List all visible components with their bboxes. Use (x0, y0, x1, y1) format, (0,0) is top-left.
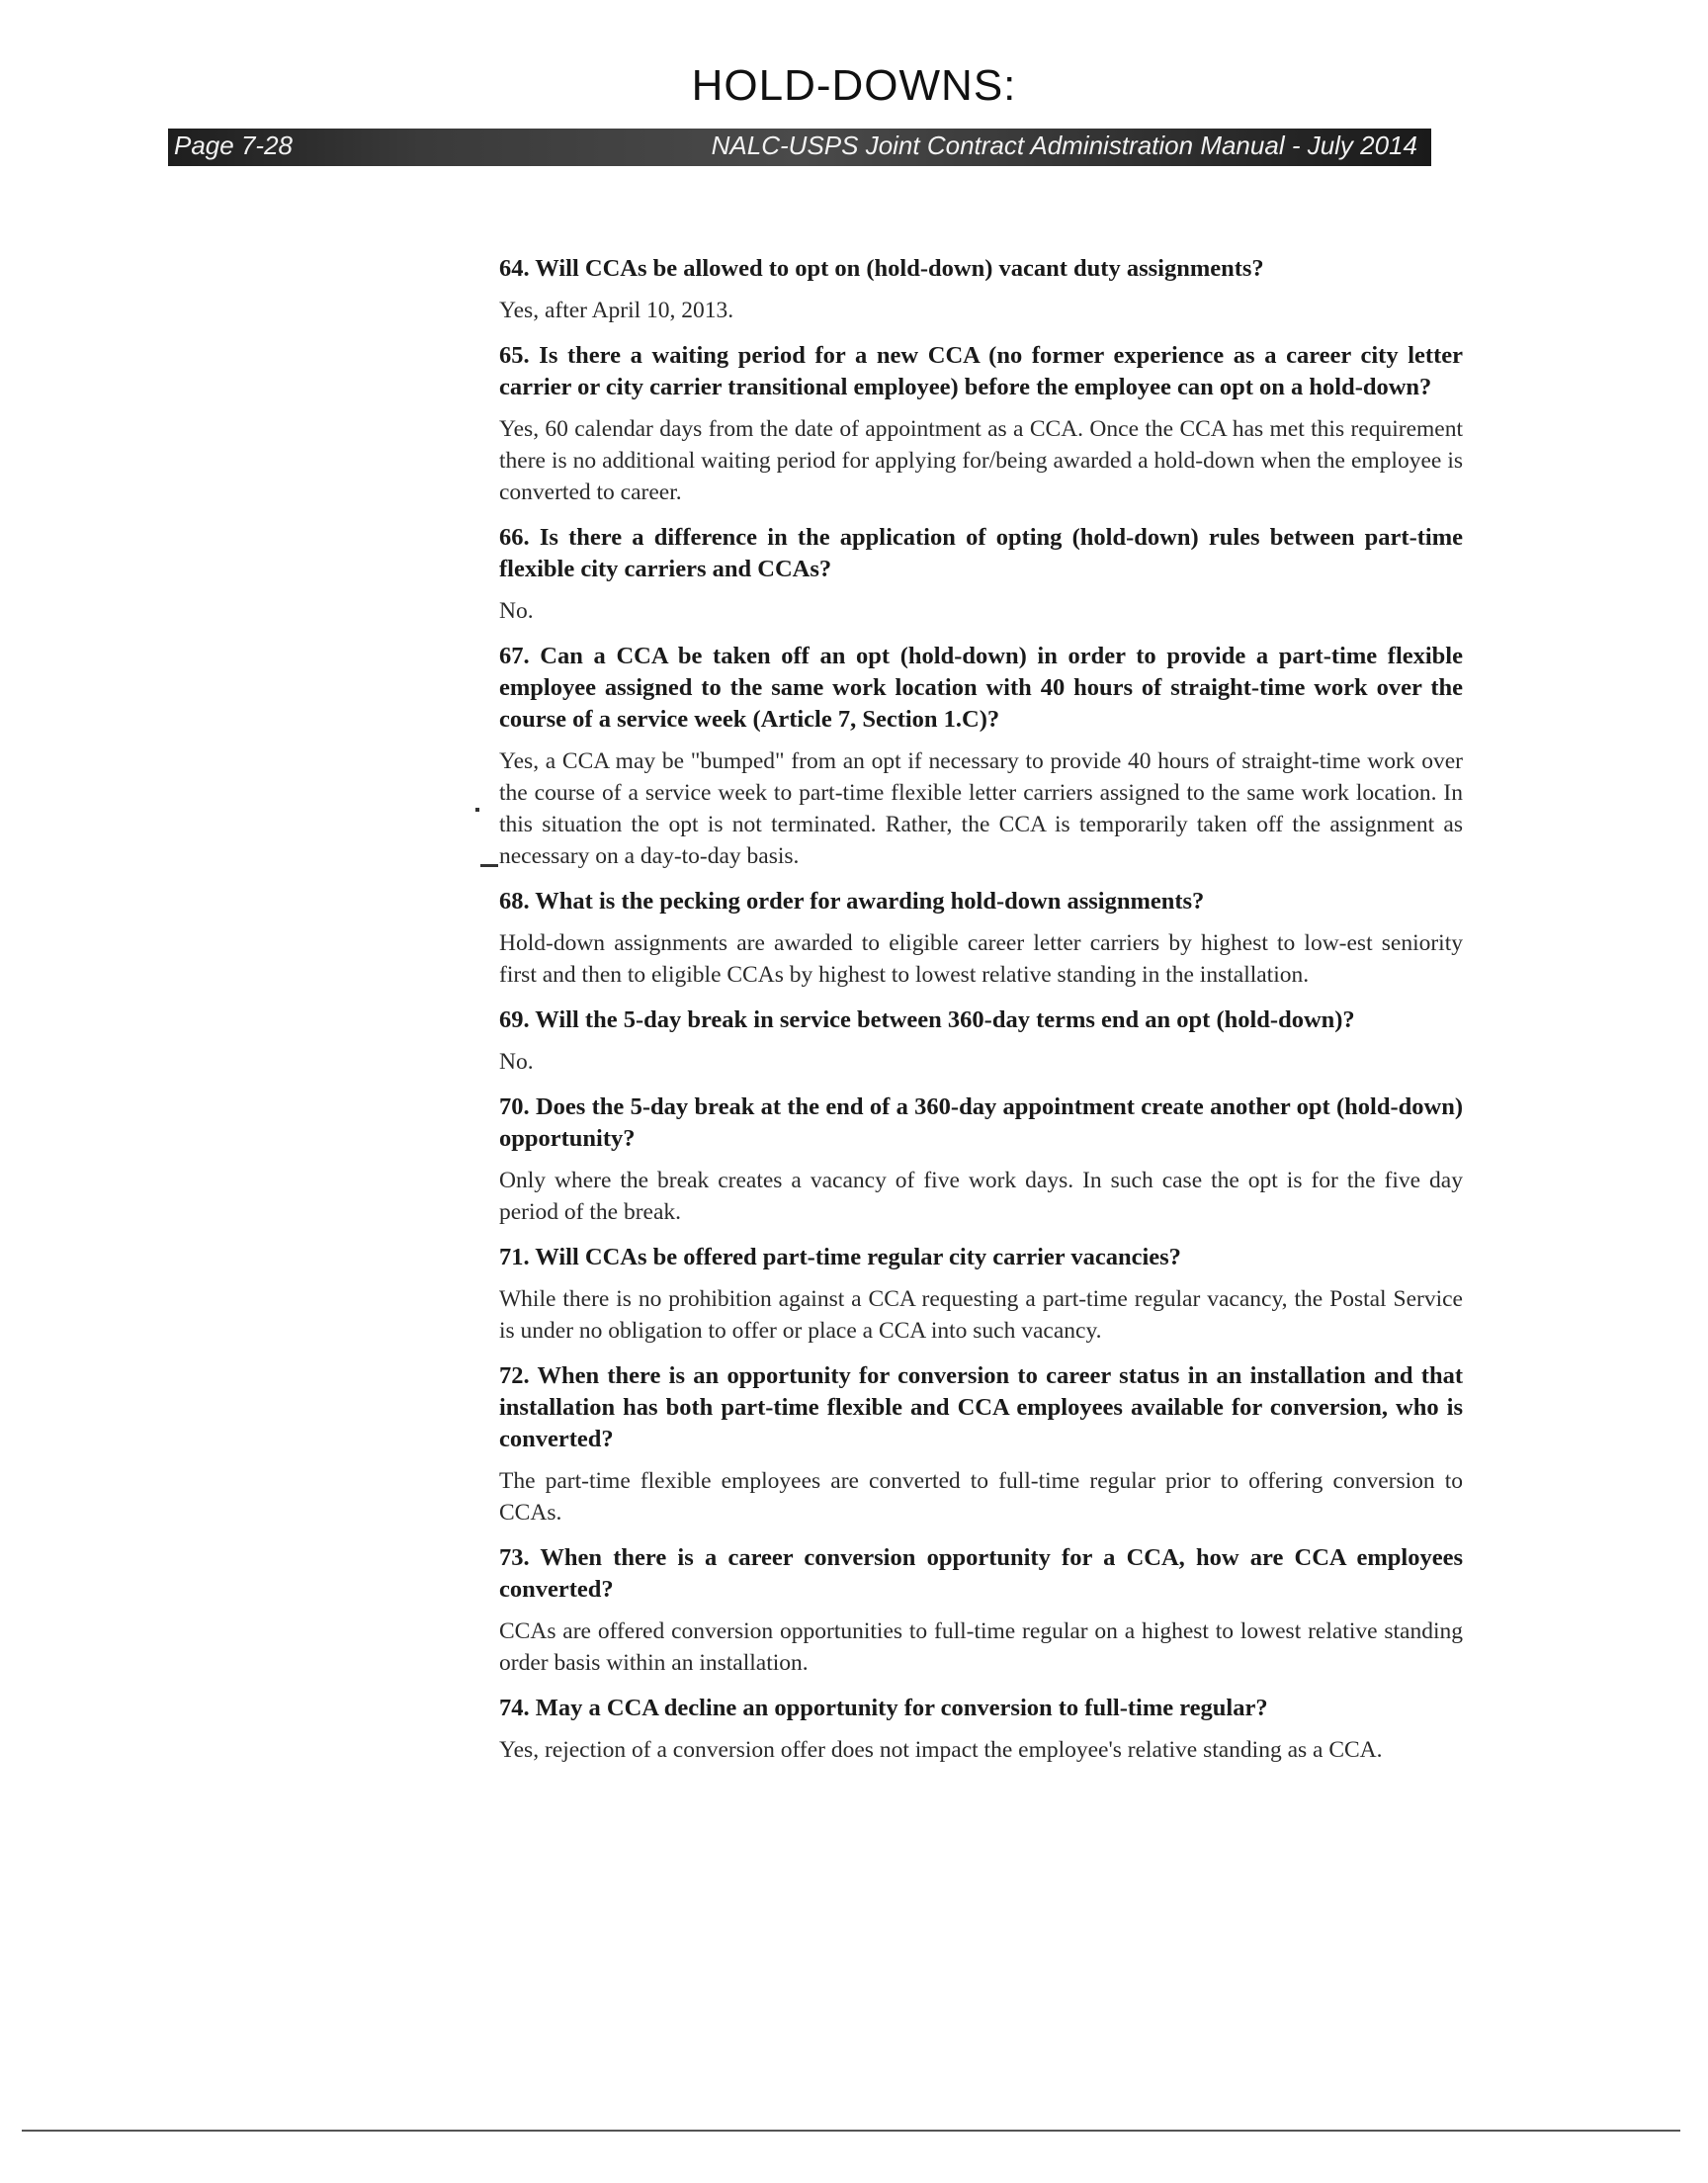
question: 70. Does the 5-day break at the end of a 360-day appointment create another opt (hold-down) opportunity? (499, 1093, 1463, 1152)
question: 65. Is there a waiting period for a new CCA (no former experience as a career city letter carrier or city carrier transitional employee) before the employee can opt on a hold-down? (499, 342, 1463, 400)
qa-item (499, 1092, 1463, 1228)
question: 74. May a CCA decline an opportunity for conversion to full-time regular? (499, 1695, 1268, 1721)
answer: While there is no prohibition against a CCA requesting a part-time regular vacancy, the Postal Service is under no obligation to offer or place a CCA into such vacancy. (499, 1286, 1463, 1344)
qa-item (499, 1542, 1463, 1679)
margin-mark (475, 808, 479, 812)
qa-item (499, 340, 1463, 508)
question: 64. Will CCAs be allowed to opt on (hold-down) vacant duty assignments? (499, 255, 1264, 282)
answer: No. (499, 598, 534, 624)
qa-item (499, 1360, 1463, 1528)
question: 71. Will CCAs be offered part-time regular city carrier vacancies? (499, 1244, 1181, 1270)
answer: Yes, a CCA may be "bumped" from an opt if necessary to provide 40 hours of straight-time work over the course of a service week to part-time flexible letter carriers assigned to the same work location. In this situation the opt is not terminated. Rather, the CCA is temporarily taken off the assignment as necessary on a day-to-day basis. (499, 748, 1463, 869)
answer: The part-time flexible employees are converted to full-time regular prior to offering conversion to CCAs. (499, 1468, 1463, 1526)
question: 73. When there is a career conversion opportunity for a CCA, how are CCA employees converted? (499, 1544, 1463, 1603)
qa-item (499, 522, 1463, 627)
qa-item (499, 886, 1463, 991)
answer: Yes, after April 10, 2013. (499, 298, 734, 323)
answer: Hold-down assignments are awarded to eligible career letter carriers by highest to low-est seniority first and then to eligible CCAs by highest to lowest relative standing in the installation. (499, 930, 1463, 988)
answer: CCAs are offered conversion opportunities to full-time regular on a highest to lowest relative standing order basis within an installation. (499, 1618, 1463, 1676)
qa-item (499, 1242, 1463, 1347)
page-number: Page 7-28 (174, 131, 293, 160)
answer: Yes, 60 calendar days from the date of appointment as a CCA. Once the CCA has met this requirement there is no additional waiting period for applying for/being awarded a hold-down when the employee is converted to career. (499, 416, 1463, 505)
running-header-bar (168, 129, 1431, 166)
qa-item (499, 253, 1463, 326)
question: 66. Is there a difference in the application of opting (hold-down) rules between part-time flexible city carriers and CCAs? (499, 524, 1463, 582)
question: 67. Can a CCA be taken off an opt (hold-down) in order to provide a part-time flexible employee assigned to the same work location with 40 hours of straight-time work over the course of a service week (Article 7, Section 1.C)? (499, 643, 1463, 733)
manual-title: NALC-USPS Joint Contract Administration Manual - July 2014 (711, 131, 1417, 160)
question: 72. When there is an opportunity for conversion to career status in an installation and that installation has both part-time flexible and CCA employees available for conversion, who is converted? (499, 1362, 1463, 1452)
question: 69. Will the 5-day break in service between 360-day terms end an opt (hold-down)? (499, 1006, 1355, 1033)
question: 68. What is the pecking order for awarding hold-down assignments? (499, 888, 1205, 915)
qa-item (499, 1004, 1463, 1078)
page-title: HOLD-DOWNS: (691, 61, 1017, 110)
answer: No. (499, 1049, 534, 1075)
qa-list (499, 253, 1463, 1780)
footer-rule (22, 2130, 1680, 2132)
answer: Only where the break creates a vacancy of five work days. In such case the opt is for the five day period of the break. (499, 1168, 1463, 1225)
qa-item (499, 1693, 1463, 1766)
qa-item (499, 641, 1463, 872)
answer: Yes, rejection of a conversion offer does not impact the employee's relative standing as a CCA. (499, 1737, 1383, 1763)
margin-mark (480, 864, 498, 867)
